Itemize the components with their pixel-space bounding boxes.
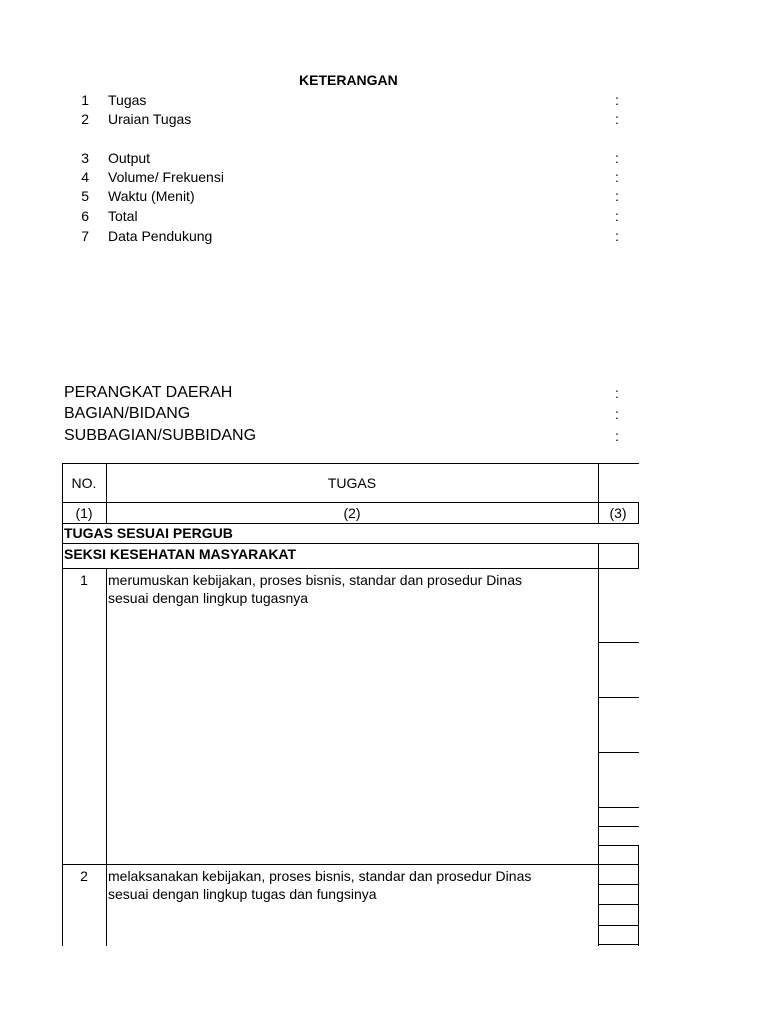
table-rule (62, 523, 639, 524)
keterangan-no: 1 (81, 92, 89, 108)
table-rule (62, 543, 639, 544)
keterangan-label: Tugas (108, 92, 147, 108)
column-index: (3) (609, 505, 627, 521)
subsection-title: SEKSI KESEHATAN MASYARAKAT (64, 546, 297, 562)
header-field-colon: : (615, 406, 619, 422)
keterangan-no: 7 (81, 228, 89, 244)
keterangan-label: Total (108, 208, 138, 224)
table-row-text: sesuai dengan lingkup tugasnya (108, 590, 309, 606)
table-subrule (598, 807, 639, 808)
keterangan-label: Waktu (Menit) (108, 188, 195, 204)
table-rule (598, 543, 599, 946)
header-field-label: BAGIAN/BIDANG (64, 405, 191, 422)
keterangan-colon: : (615, 92, 619, 108)
header-field-label: PERANGKAT DAERAH (64, 384, 233, 401)
table-subrule (598, 697, 639, 698)
header-field-label: SUBBAGIAN/SUBBIDANG (64, 427, 257, 444)
keterangan-title: KETERANGAN (299, 72, 398, 88)
table-rule (62, 463, 639, 464)
keterangan-no: 3 (81, 150, 89, 166)
table-rule (62, 502, 639, 503)
keterangan-colon: : (615, 228, 619, 244)
table-rule (638, 845, 639, 946)
table-subrule (598, 845, 639, 846)
column-index: (2) (343, 505, 361, 521)
table-subrule (598, 925, 639, 926)
keterangan-no: 6 (81, 208, 89, 224)
header-field-colon: : (615, 428, 619, 444)
table-row-text: melaksanakan kebijakan, proses bisnis, standar dan prosedur Dinas (108, 868, 532, 884)
column-header-no: NO. (71, 475, 97, 491)
keterangan-no: 5 (81, 188, 89, 204)
table-rule (638, 503, 639, 524)
header-field-colon: : (615, 385, 619, 401)
keterangan-colon: : (615, 188, 619, 204)
keterangan-colon: : (615, 169, 619, 185)
keterangan-label: Data Pendukung (108, 228, 213, 244)
table-rule (62, 864, 639, 865)
table-subrule (598, 904, 639, 905)
section-title: TUGAS SESUAI PERGUB (64, 525, 233, 541)
table-subrule (598, 944, 639, 945)
table-row-text: sesuai dengan lingkup tugas dan fungsinya (108, 886, 377, 902)
keterangan-no: 4 (81, 169, 89, 185)
column-index: (1) (75, 505, 93, 521)
table-subrule (598, 826, 639, 827)
table-subrule (598, 884, 639, 885)
table-rule (106, 568, 107, 946)
column-header-tugas: TUGAS (327, 475, 377, 491)
table-row-no: 1 (80, 572, 88, 588)
table-subrule (598, 752, 639, 753)
keterangan-label: Output (108, 150, 151, 166)
table-subrule (598, 642, 639, 643)
keterangan-label: Uraian Tugas (108, 111, 192, 127)
keterangan-colon: : (615, 208, 619, 224)
table-row-no: 2 (80, 868, 88, 884)
table-rule (62, 568, 639, 569)
keterangan-colon: : (615, 150, 619, 166)
table-row-text: merumuskan kebijakan, proses bisnis, standar dan prosedur Dinas (108, 572, 522, 588)
keterangan-colon: : (615, 111, 619, 127)
keterangan-label: Volume/ Frekuensi (108, 169, 224, 185)
table-rule (638, 543, 639, 569)
keterangan-no: 2 (81, 111, 89, 127)
